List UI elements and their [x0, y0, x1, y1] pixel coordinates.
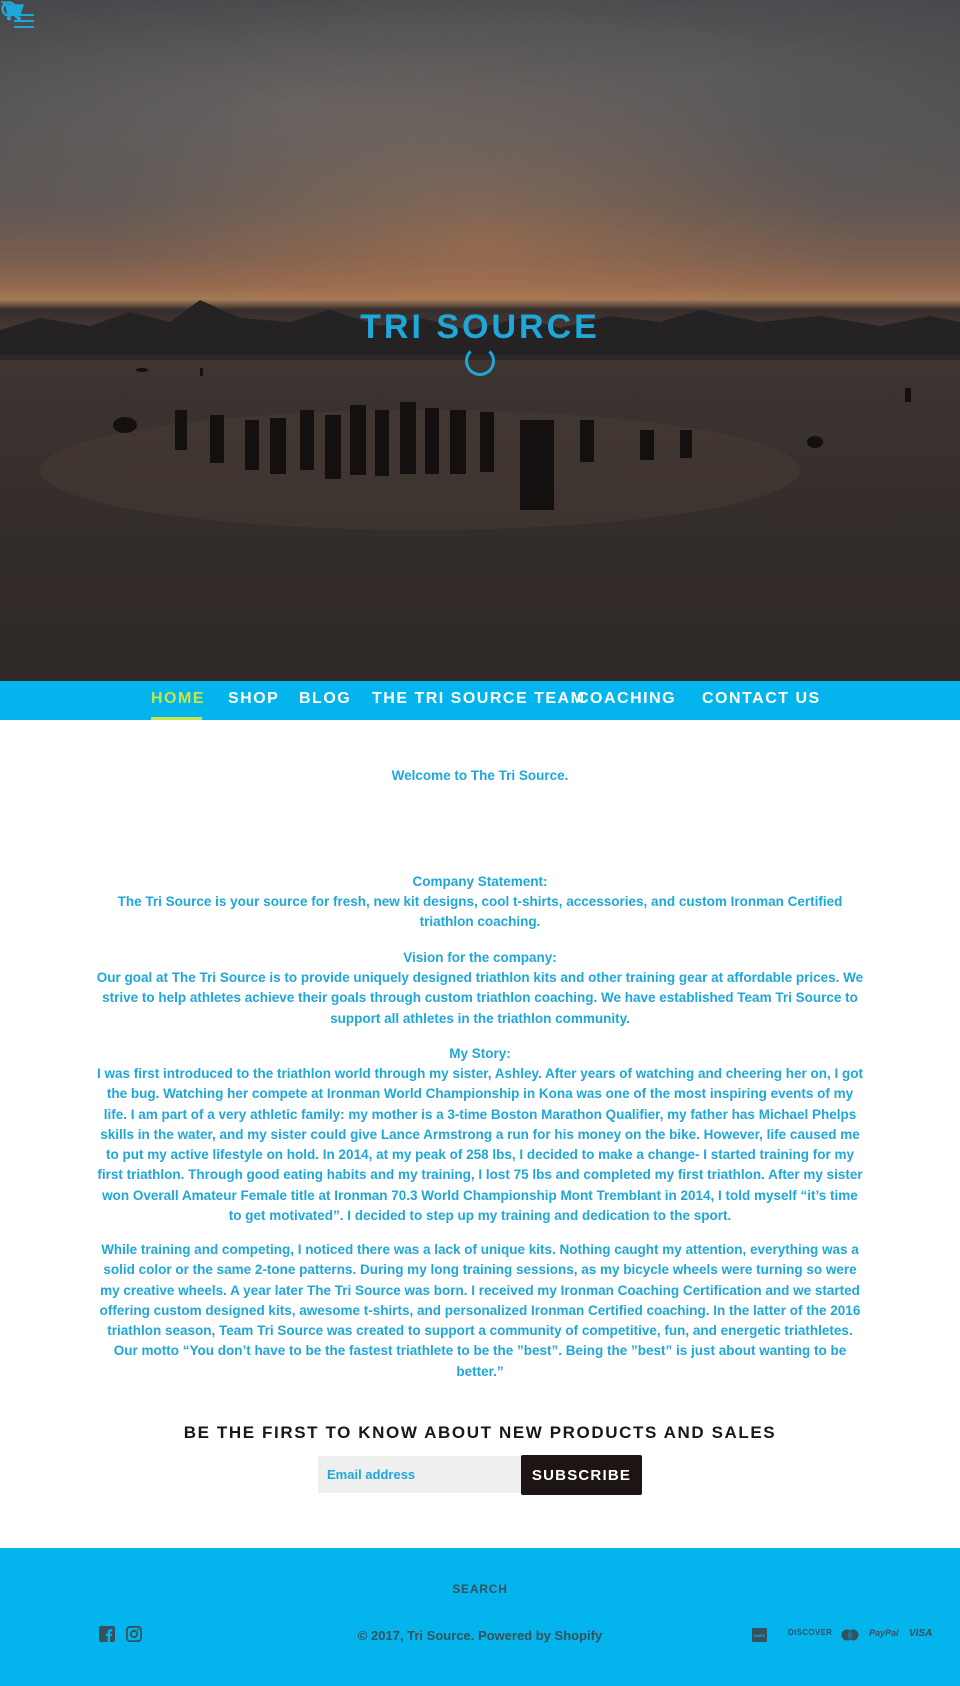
discover-icon: DISCOVER: [788, 1628, 833, 1637]
nav-active-indicator: [151, 717, 202, 720]
vision-heading: Vision for the company:: [403, 950, 557, 965]
nav-item-team[interactable]: THE TRI SOURCE TEAM: [372, 690, 586, 707]
story-text-continued: While training and competing, I noticed there was a lack of unique kits. Nothing caught my attention, everything was a solid color or the same 2-tone patterns. During my long training sessions, as my bicycle wheels were turning so were my creative wheels. A year later The Tri Source was born. I received my Ironman Coaching Certification and we started offering custom designed kits, awesome t-shirts, and personalized Ironman Certified coaching. In the latter of the 2016 triathlon season, Team Tri Source was created to support a community of competitive, fun, and energetic triathletes. Our motto “You don’t have to be the fastest triathlete to be the ”best”. Being the ”best” is just about wanting to be better.”: [99, 1242, 861, 1379]
amex-icon: [752, 1628, 767, 1642]
hero-title: TRI SOURCE: [360, 308, 600, 346]
site-footer: [0, 1548, 960, 1686]
store-name-link[interactable]: Tri Source: [407, 1628, 471, 1643]
visa-icon: VISA: [909, 1628, 933, 1639]
nav-item-contact[interactable]: CONTACT US: [702, 690, 821, 707]
nav-item-home[interactable]: HOME: [151, 690, 205, 707]
footer-search-link[interactable]: SEARCH: [452, 1582, 508, 1596]
newsletter-title: BE THE FIRST TO KNOW ABOUT NEW PRODUCTS AND SALES: [183, 1423, 777, 1442]
story-text: I was first introduced to the triathlon world through my sister, Ashley. After years of watching and cheering her on, I got the bug. Watching her compete at Ironman World Championship in Kona was one of the most inspiring events of my life. I am part of a very athletic family: my mother is a 3-time Boston Marathon Qualifier, my father has Michael Phelps skills in the water, and my sister could give Lance Armstrong a run for his money on the bike. However, life caused me to put my active lifestyle on hold. In 2014, at my peak of 258 lbs, I decided to make a change- I started training for my first triathlon. Through good eating habits and my training, I lost 75 lbs and completed my first triathlon. After my sister won Overall Amateur Female title at Ironman 70.3 World Championship Mont Tremblant in 2014, I told myself “it’s time to get motivated”. I decided to step up my training and dedication to the sport.: [96, 1066, 864, 1224]
copyright-prefix: © 2017,: [357, 1628, 408, 1643]
statement-text: The Tri Source is your source for fresh, new kit designs, cool t-shirts, accessories, and custom Ironman Certified triathlon coaching.: [117, 894, 843, 930]
welcome-text: Welcome to The Tri Source.: [391, 768, 569, 783]
story-heading: My Story:: [449, 1046, 511, 1061]
nav-item-shop[interactable]: SHOP: [228, 690, 280, 707]
amex-label: AMEX: [753, 1633, 766, 1638]
nav-item-blog[interactable]: BLOG: [299, 690, 352, 707]
paypal-icon: PayPal: [869, 1628, 899, 1638]
nav-item-coaching[interactable]: COACHING: [577, 690, 677, 707]
mastercard-icon: [841, 1629, 859, 1641]
loading-spinner-icon: [465, 346, 495, 376]
cart-icon[interactable]: [0, 0, 24, 22]
hero-banner: [0, 0, 960, 681]
email-input[interactable]: [318, 1456, 521, 1493]
subscribe-button[interactable]: SUBSCRIBE: [521, 1455, 642, 1495]
powered-by-text: . Powered by Shopify: [470, 1628, 603, 1643]
statement-heading: Company Statement:: [412, 874, 548, 889]
main-navigation: [0, 681, 960, 720]
vision-text: Our goal at The Tri Source is to provide uniquely designed triathlon kits and other training gear at affordable prices. We strive to help athletes achieve their goals through custom triathlon coaching. We have established Team Tri Source to support all athletes in the triathlon community.: [96, 970, 864, 1026]
